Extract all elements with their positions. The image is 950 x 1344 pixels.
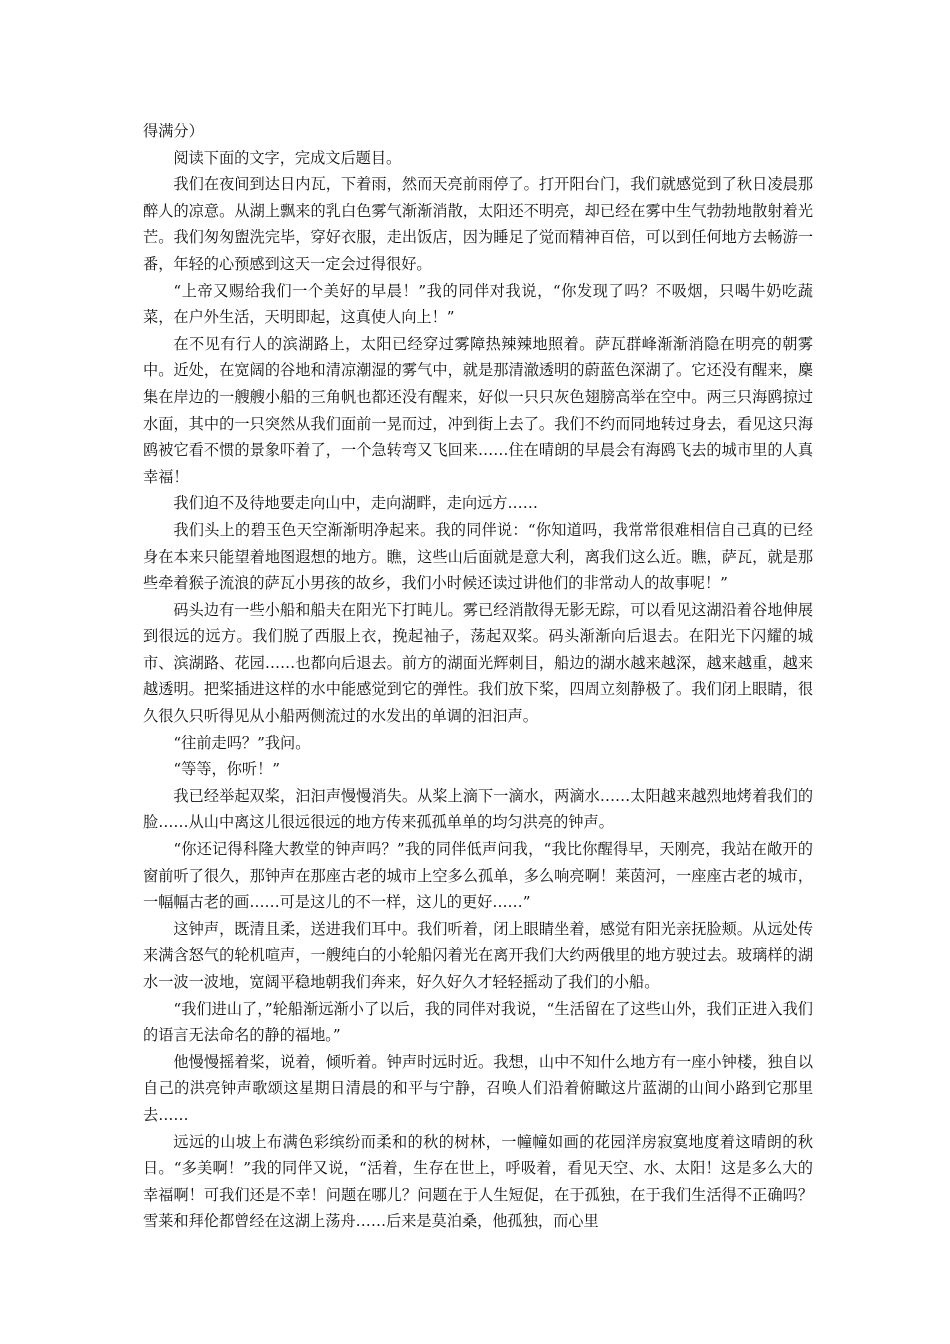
paragraph: 这钟声，既清且柔，送进我们耳中。我们听着，闭上眼睛坐着，感觉有阳光亲抚脸颊。从远处传来满含怒气的轮机喧声，一艘纯白的小轮船闪着光在离开我们大约两俄里的地方驶过去。玻璃样的湖水一波一波地，宽阔平稳地朝我们奔来，好久好久才轻轻摇动了我们的小船。 (143, 919, 813, 991)
paragraph: 我们头上的碧玉色天空渐渐明净起来。我的同伴说：“你知道吗，我常常很难相信自己真的已经身在本来只能望着地图遐想的地方。瞧，这些山后面就是意大利，离我们这么近。瞧，萨瓦，就是那些牵着猴子流浪的萨瓦小男孩的故乡，我们小时候还读过讲他们的非常动人的故事呢！” (143, 520, 813, 593)
paragraph: 远远的山坡上布满色彩缤纷而柔和的秋的树林，一幢幢如画的花园洋房寂寞地度着这晴朗的秋日。“多美啊！”我的同伴又说，“活着，生存在世上，呼吸着，看见天空、水、太阳！这是多么大的幸福啊！可我们还是不幸！问题在哪儿？问题在于人生短促，在于孤独，在于我们生活得不正确吗？雪莱和拜伦都曾经在这湖上荡舟……后来是莫泊桑，他孤独，而心里 (143, 1132, 813, 1231)
paragraph: “你还记得科隆大教堂的钟声吗？”我的同伴低声问我，“我比你醒得早，天刚亮，我站在敞开的窗前听了很久，那钟声在那座古老的城市上空多么孤单，多么响亮啊！莱茵河，一座座古老的城市，一幅幅古老的画……可是这儿的不一样，这儿的更好……” (143, 840, 813, 912)
paragraph: 他慢慢摇着桨，说着，倾听着。钟声时远时近。我想，山中不知什么地方有一座小钟楼，独自以自己的洪亮钟声歌颂这星期日清晨的和平与宁静，召唤人们沿着俯瞰这片蓝湖的山间小路到它那里去…… (143, 1052, 813, 1124)
paragraph: “上帝又赐给我们一个美好的早晨！”我的同伴对我说，“你发现了吗？不吸烟，只喝牛奶吃蔬菜，在户外生活，天明即起，这真使人向上！” (143, 281, 813, 327)
paragraph: 我已经举起双桨，汩汩声慢慢消失。从桨上滴下一滴水，两滴水……太阳越来越烈地烤着我们的脸……从山中离这儿很远很远的地方传来孤孤单单的均匀洪亮的钟声。 (143, 786, 813, 832)
paragraph: 我们迫不及待地要走向山中，走向湖畔，走向远方…… (173, 494, 538, 513)
paragraph: 在不见有行人的滨湖路上，太阳已经穿过雾障热辣辣地照着。萨瓦群峰渐渐消隐在明亮的朝雾中。近处，在宽阔的谷地和清凉潮湿的雾气中，就是那清澈透明的蔚蓝色深湖了。它还没有醒来，麇集在岸边的一艘艘小船的三角帆也都还没有醒来，好似一只只灰色翅膀高举在空中。两三只海鸥掠过水面，其中的一只突然从我们面前一晃而过，冲到街上去了。我们不约而同地转过身去，看见这只海鸥被它看不惯的景象吓着了，一个急转弯又飞回来……住在晴朗的早晨会有海鸥飞去的城市里的人真幸福！ (143, 334, 813, 486)
reading-instruction: 阅读下面的文字，完成文后题目。 (173, 148, 402, 167)
paragraph: “我们进山了，”轮船渐远渐小了以后，我的同伴对我说，“生活留在了这些山外，我们正进入我们的语言无法命名的静的福地。” (143, 999, 813, 1045)
paragraph: “等等，你听！” (173, 760, 281, 779)
question-tail: 得满分） (143, 122, 204, 140)
paragraph: “往前走吗？”我问。 (173, 733, 311, 752)
paragraph: 我们在夜间到达日内瓦，下着雨，然而天亮前雨停了。打开阳台门，我们就感觉到了秋日凌晨那醉人的凉意。从湖上飘来的乳白色雾气渐渐消散，太阳还不明亮，却已经在雾中生气勃勃地散射着光芒。我们匆匆盥洗完毕，穿好衣服，走出饭店，因为睡足了觉而精神百倍，可以到任何地方去畅游一番，年轻的心预感到这天一定会过得很好。 (143, 175, 813, 273)
paragraph: 码头边有一些小船和船夫在阳光下打盹儿。雾已经消散得无影无踪，可以看见这湖沿着谷地伸展到很远的远方。我们脱了西服上衣，挽起袖子，荡起双桨。码头渐渐向后退去。在阳光下闪耀的城市、滨湖路、花园……也都向后退去。前方的湖面光辉刺目，船边的湖水越来越深，越来越重，越来越透明。把桨插进这样的水中能感觉到它的弹性。我们放下桨，四周立刻静极了。我们闭上眼睛，很久很久只听得见从小船两侧流过的水发出的单调的汩汩声。 (143, 600, 813, 726)
document-page (143, 118, 813, 1235)
